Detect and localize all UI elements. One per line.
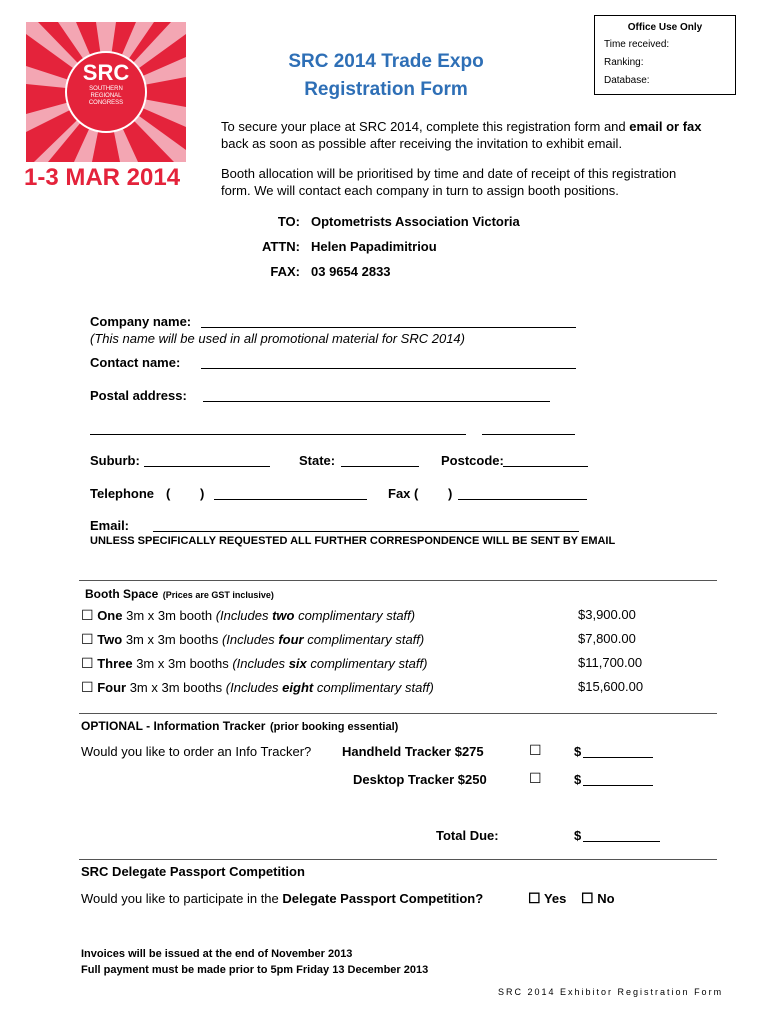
passport-no-option[interactable]: [581, 890, 615, 907]
postal-address-extra-field[interactable]: [482, 421, 575, 435]
handheld-amount-field[interactable]: [583, 744, 653, 758]
office-use-heading: Office Use Only: [627, 22, 703, 33]
booth-staff-count: two: [272, 608, 295, 623]
suburb-field[interactable]: [144, 453, 270, 467]
state-label: State:: [299, 453, 336, 468]
booth-size: 3m x 3m booths: [122, 632, 222, 647]
company-name-note: (This name will be used in all promotional material for SRC 2014): [90, 331, 465, 346]
booth-list: [81, 607, 681, 703]
suburb-label: Suburb:: [90, 453, 140, 468]
intro-text-1: To secure your place at SRC 2014, complete this registration form and: [221, 119, 630, 134]
src-logo: [26, 22, 186, 202]
telephone-label: Telephone: [90, 486, 155, 501]
booth-staff-text: complimentary staff): [313, 680, 434, 695]
yes-checkbox-icon[interactable]: ☐: [528, 890, 541, 906]
tracker-divider-top: [79, 713, 717, 714]
total-due-field[interactable]: [583, 828, 660, 842]
booth-staff-text: complimentary staff): [306, 656, 428, 671]
fax-paren-close: ): [448, 486, 453, 501]
intro-text-4: form. We will contact each company in turn to assign booth positions.: [221, 183, 619, 198]
booth-checkbox-icon[interactable]: ☐: [81, 655, 94, 671]
logo-src-text: SRC: [82, 60, 130, 85]
booth-includes: (Includes: [225, 680, 283, 695]
intro-email-or-fax: email or fax: [629, 119, 702, 134]
fax-field[interactable]: [458, 486, 587, 500]
booth-option[interactable]: [81, 607, 681, 631]
fax-value: 03 9654 2833: [311, 264, 391, 279]
booth-includes: (Includes: [232, 656, 289, 671]
booth-option[interactable]: [81, 655, 681, 679]
booth-heading: Booth Space: [85, 587, 159, 601]
booth-size: 3m x 3m booths: [126, 680, 226, 695]
to-value: Optometrists Association Victoria: [311, 214, 520, 229]
desktop-amount-field[interactable]: [583, 772, 653, 786]
booth-option[interactable]: [81, 631, 681, 655]
fax-field-label: Fax: [388, 486, 411, 501]
desktop-checkbox-icon[interactable]: ☐: [529, 770, 542, 786]
form-title-line2: Registration Form: [304, 79, 468, 100]
office-database: Database:: [604, 75, 650, 86]
email-label: Email:: [90, 518, 130, 533]
booth-checkbox-icon[interactable]: ☐: [81, 631, 94, 647]
booth-size: 3m x 3m booth: [122, 608, 216, 623]
booth-includes: (Includes: [221, 632, 279, 647]
booth-price: $3,900.00: [578, 607, 636, 622]
booth-option[interactable]: [81, 679, 681, 703]
booth-divider-top: [79, 580, 717, 581]
handheld-dollar: $: [574, 744, 582, 759]
handheld-checkbox-icon[interactable]: ☐: [529, 742, 542, 758]
contact-name-label: Contact name:: [90, 355, 181, 370]
logo-line-2: REGIONAL: [90, 93, 122, 99]
booth-staff-count: six: [288, 656, 307, 671]
booth-count: Two: [97, 632, 123, 647]
booth-staff-count: four: [278, 632, 304, 647]
total-due-label: Total Due:: [436, 828, 499, 843]
tracker-question: Would you like to order an Info Tracker?: [81, 744, 312, 759]
intro-text-2: back as soon as possible after receiving the invitation to exhibit email.: [221, 136, 623, 151]
to-label: TO:: [277, 214, 300, 229]
attn-value: Helen Papadimitriou: [311, 239, 437, 254]
invoice-note-1: Invoices will be issued at the end of November 2013: [81, 948, 353, 960]
passport-yes-option[interactable]: [528, 890, 566, 907]
postal-address-field[interactable]: [203, 388, 550, 402]
telephone-paren-open: (: [166, 486, 171, 501]
fax-paren-open: (: [414, 486, 419, 501]
no-label: No: [597, 891, 615, 906]
booth-price: $15,600.00: [578, 679, 644, 694]
email-notice: UNLESS SPECIFICALLY REQUESTED ALL FURTHER CORRESPONDENCE WILL BE SENT BY EMAIL: [90, 535, 616, 547]
postcode-label: Postcode:: [441, 453, 504, 468]
no-checkbox-icon[interactable]: ☐: [581, 890, 594, 906]
tracker-heading: OPTIONAL - Information Tracker: [81, 719, 266, 733]
passport-question-bold: Delegate Passport Competition?: [282, 891, 484, 906]
office-use-box: [594, 15, 736, 95]
desktop-dollar: $: [574, 772, 582, 787]
form-title-line1: SRC 2014 Trade Expo: [288, 51, 484, 72]
booth-checkbox-icon[interactable]: ☐: [81, 607, 94, 623]
fax-label: FAX:: [270, 264, 300, 279]
office-time-received: Time received:: [604, 39, 670, 50]
booth-staff-text: complimentary staff): [303, 632, 425, 647]
invoice-note-2: Full payment must be made prior to 5pm Friday 13 December 2013: [81, 964, 429, 976]
tracker-note: (prior booking essential): [269, 721, 399, 733]
telephone-paren-close: ): [200, 486, 205, 501]
state-field[interactable]: [341, 453, 419, 467]
booth-staff-text: complimentary staff): [294, 608, 416, 623]
attn-label: ATTN:: [261, 239, 300, 254]
logo-dates: 1-3 MAR 2014: [24, 164, 181, 191]
booth-price: $7,800.00: [578, 631, 636, 646]
logo-line-1: SOUTHERN: [89, 86, 123, 92]
logo-line-3: CONGRESS: [88, 100, 124, 106]
passport-divider-top: [79, 859, 717, 860]
yes-label: Yes: [543, 891, 567, 906]
postal-address-label: Postal address:: [90, 388, 187, 403]
company-name-label: Company name:: [90, 314, 192, 329]
handheld-tracker-label: Handheld Tracker $275: [342, 744, 484, 759]
company-name-field[interactable]: [201, 314, 576, 328]
passport-question: Would you like to participate in the: [81, 891, 283, 906]
intro-text-3: Booth allocation will be prioritised by time and date of receipt of this registration: [221, 166, 677, 181]
page-footer: SRC 2014 Exhibitor Registration Form: [498, 987, 724, 997]
booth-checkbox-icon[interactable]: ☐: [81, 679, 94, 695]
booth-count: One: [97, 608, 123, 623]
booth-note: (Prices are GST inclusive): [162, 590, 274, 600]
telephone-area-code-field[interactable]: [174, 486, 198, 499]
booth-count: Four: [97, 680, 127, 695]
total-dollar: $: [574, 828, 582, 843]
booth-count: Three: [97, 656, 133, 671]
contact-name-field[interactable]: [201, 355, 576, 369]
passport-heading: SRC Delegate Passport Competition: [81, 864, 305, 879]
email-field[interactable]: [153, 518, 579, 532]
booth-includes: (Includes: [215, 608, 273, 623]
booth-size: 3m x 3m booths: [132, 656, 233, 671]
telephone-field[interactable]: [214, 486, 367, 500]
postcode-field[interactable]: [503, 453, 588, 467]
office-ranking: Ranking:: [604, 57, 644, 68]
desktop-tracker-label: Desktop Tracker $250: [353, 772, 487, 787]
postal-address-line2-field[interactable]: [90, 421, 466, 435]
booth-price: $11,700.00: [578, 655, 643, 670]
booth-staff-count: eight: [282, 680, 314, 695]
